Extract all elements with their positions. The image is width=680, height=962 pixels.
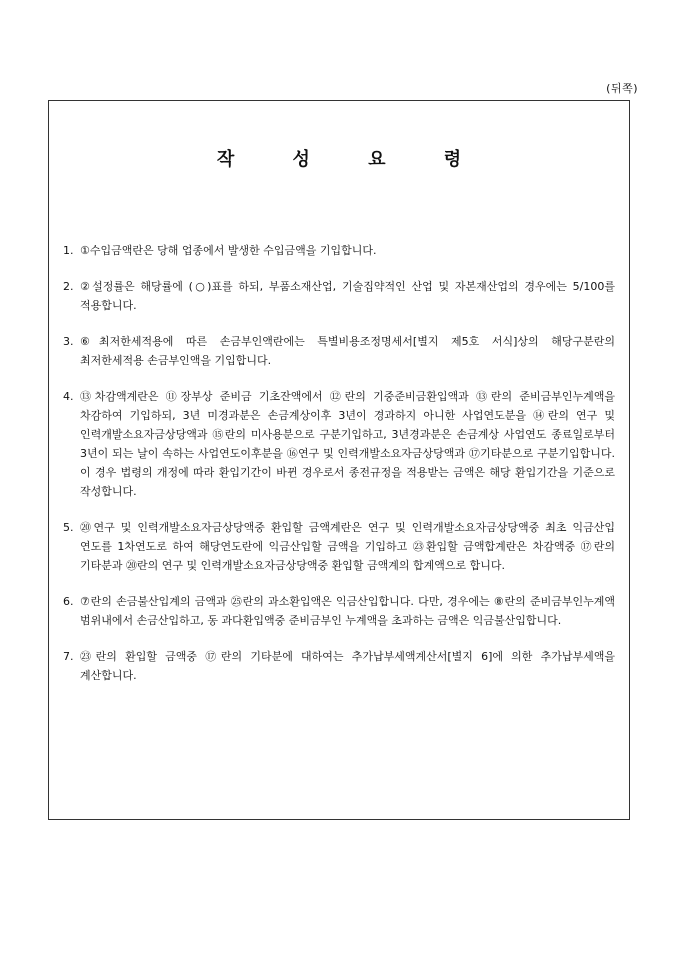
item-number: 5. — [63, 521, 74, 534]
item-text: ㉓란의 환입할 금액중 ⑰란의 기타분에 대하여는 추가납부세액계산서[별지 6]에 의한 추가납부세액을 계산합니다. — [80, 650, 615, 682]
item-number: 6. — [63, 595, 74, 608]
instruction-item-7 — [63, 647, 615, 685]
item-number: 1. — [63, 244, 74, 257]
document-title: 작 성 요 령 — [216, 149, 488, 170]
instruction-item-5 — [63, 518, 615, 575]
item-text: ⑦란의 손금불산입계의 금액과 ㉕란의 과소환입액은 익금산입합니다. 다만, 경우에는 ⑧란의 준비금부인누계액 범위내에서 손금산입하고, 동 과다환입액중 준비금부인 누계액을 초과하는 금액은 익금불산입합니다. — [80, 595, 615, 627]
item-number: 4. — [63, 390, 74, 403]
instruction-item-1 — [63, 241, 615, 260]
item-text: ②설정률은 해당률에 (○)표를 하되, 부품소재산업, 기술집약적인 산업 및 자본재산업의 경우에는 5/100를 적용합니다. — [80, 280, 615, 312]
item-text: ⑥최저한세적용에 따른 손금부인액란에는 특별비용조정명세서[별지 제5호 서식]상의 해당구분란의 최저한세적용 손금부인액을 기입합니다. — [80, 335, 615, 367]
instruction-item-3 — [63, 332, 615, 370]
item-text: ①수입금액란은 당해 업종에서 발생한 수입금액을 기입합니다. — [80, 244, 377, 257]
item-number: 3. — [63, 335, 74, 348]
instruction-item-4 — [63, 387, 615, 501]
page-side-note: (뒤쪽) — [606, 82, 638, 95]
instruction-item-6 — [63, 592, 615, 630]
instructions-frame — [48, 100, 630, 820]
item-number: 7. — [63, 650, 74, 663]
instruction-list — [63, 241, 615, 702]
item-text: ⑳연구 및 인력개발소요자금상당액중 환입할 금액계란은 연구 및 인력개발소요자금상당액중 최초 익금산입 연도를 1차연도로 하여 해당연도란에 익금산입할 금액을 기입하고 ㉓환입할 금액합계란은 차감액중 ⑰란의 기타분과 ⑳란의 연구 및 인력개발소요자금상당액중 환입할 금액계의 합계액으로 합니다. — [80, 521, 615, 572]
instruction-item-2 — [63, 277, 615, 315]
item-text: ⑬차감액계란은 ⑪장부상 준비금 기초잔액에서 ⑫란의 기중준비금환입액과 ⑬란의 준비금부인누계액을 차감하여 기입하되, 3년 미경과분은 손금계상이후 3년이 경과하지 아니한 사업연도분을 ⑭란의 연구 및 인력개발소요자금상당액과 ⑮란의 미사용분으로 구분기입하고, 3년경과분은 손금계상 사업연도 종료일로부터 3년이 되는 날이 속하는 사업연도이후분을 ⑯연구 및 인력개발소요자금상당액과 ⑰기타분으로 구분기입합니다. 이 경우 법령의 개정에 따라 환입기간이 바뀐 경우로서 종전규정을 적용받는 금액은 해당 환입기간을 기준으로 작성합니다. — [80, 390, 615, 498]
item-number: 2. — [63, 280, 74, 293]
